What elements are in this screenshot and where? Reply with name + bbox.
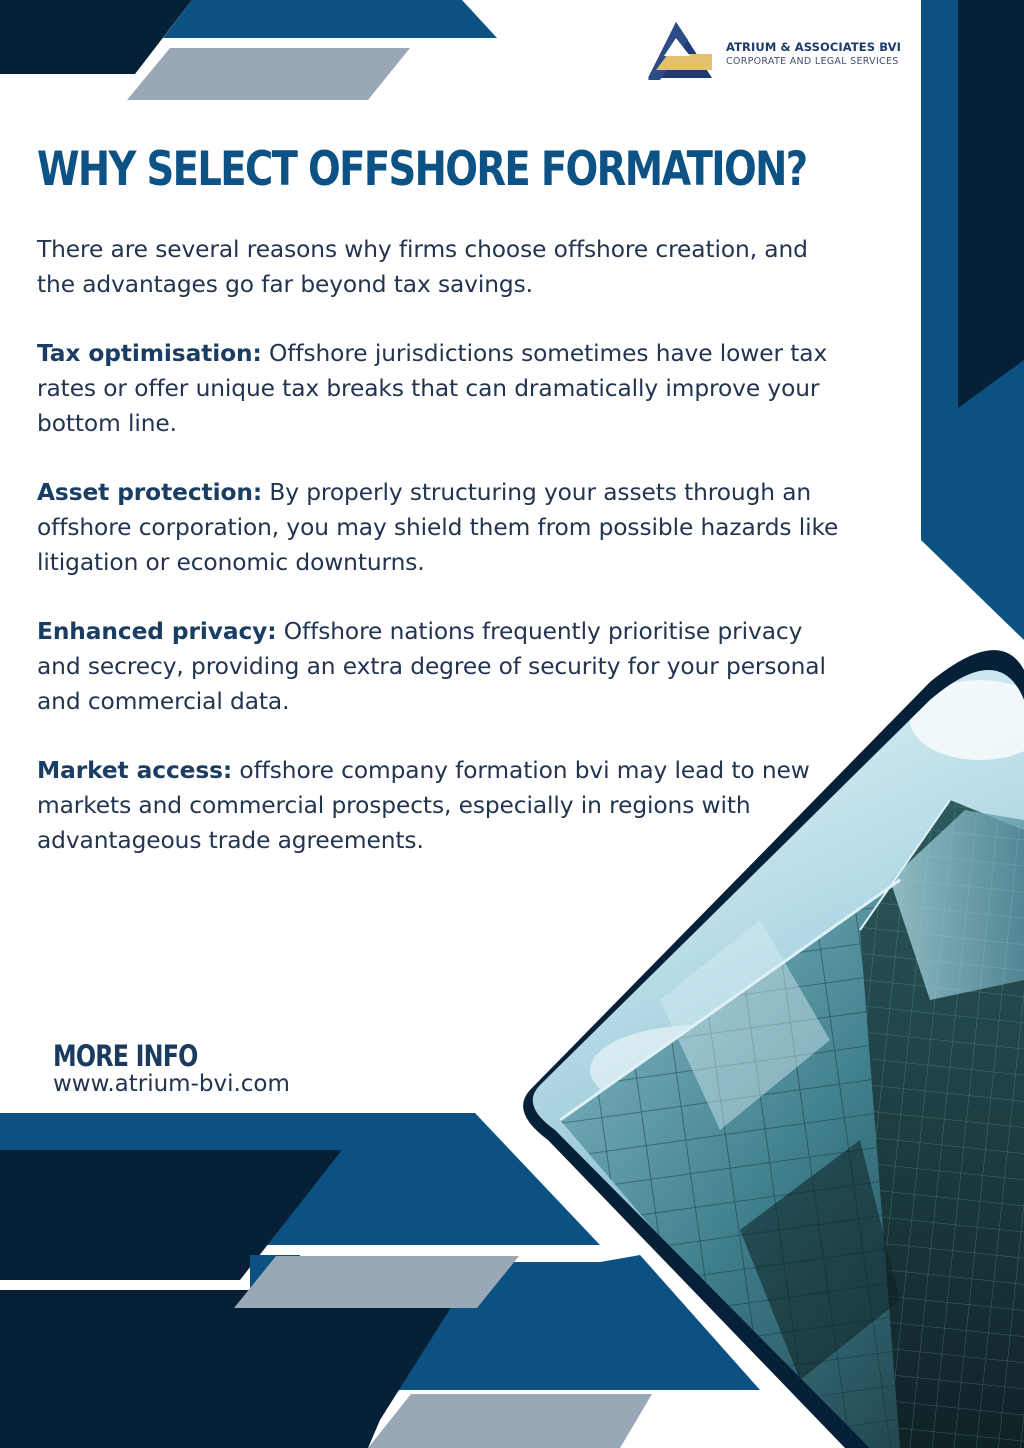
bottom-navy-band-lower: [0, 1290, 462, 1420]
reason-asset-protection: [37, 475, 842, 580]
brand-block: [726, 40, 926, 67]
website-link[interactable]: www.atrium-bvi.com: [53, 1071, 290, 1097]
top-stripes: [127, 48, 410, 100]
right-navy-band: [958, 0, 1024, 408]
reason-tax-optimisation: [37, 336, 842, 441]
reason-market-access: [37, 753, 842, 858]
reason-text: offshore company formation bvi may lead to new markets and commercial prospects, especially in regions with advantageous trade agreements.: [37, 757, 810, 854]
reason-heading: Enhanced privacy:: [37, 618, 277, 645]
reason-heading: Market access:: [37, 757, 233, 784]
reason-text: Offshore jurisdictions sometimes have lower tax rates or offer unique tax breaks that can dramatically improve your bottom line.: [37, 340, 828, 437]
reason-text: Offshore nations frequently prioritise privacy and secrecy, providing an extra degree of security for your personal and commercial data.: [37, 618, 826, 715]
brand-name: ATRIUM & ASSOCIATES BVI: [726, 40, 902, 54]
reason-heading: Asset protection:: [37, 479, 263, 506]
top-left-blue-bar: [163, 0, 497, 38]
page-title: WHY SELECT OFFSHORE FORMATION?: [37, 142, 807, 197]
more-info-title: MORE INFO: [53, 1039, 198, 1073]
reason-text: By properly structuring your assets through an offshore corporation, you may shield them from possible hazards like litigation or economic downturns.: [37, 479, 839, 576]
brand-tagline: CORPORATE AND LEGAL SERVICES: [726, 56, 899, 67]
reason-heading: Tax optimisation:: [37, 340, 262, 367]
body-content: [37, 232, 842, 892]
reason-enhanced-privacy: [37, 614, 842, 719]
triangle-logo: [648, 22, 712, 80]
intro-paragraph: There are several reasons why firms choose offshore creation, and the advantages go far beyond tax savings.: [37, 236, 808, 298]
